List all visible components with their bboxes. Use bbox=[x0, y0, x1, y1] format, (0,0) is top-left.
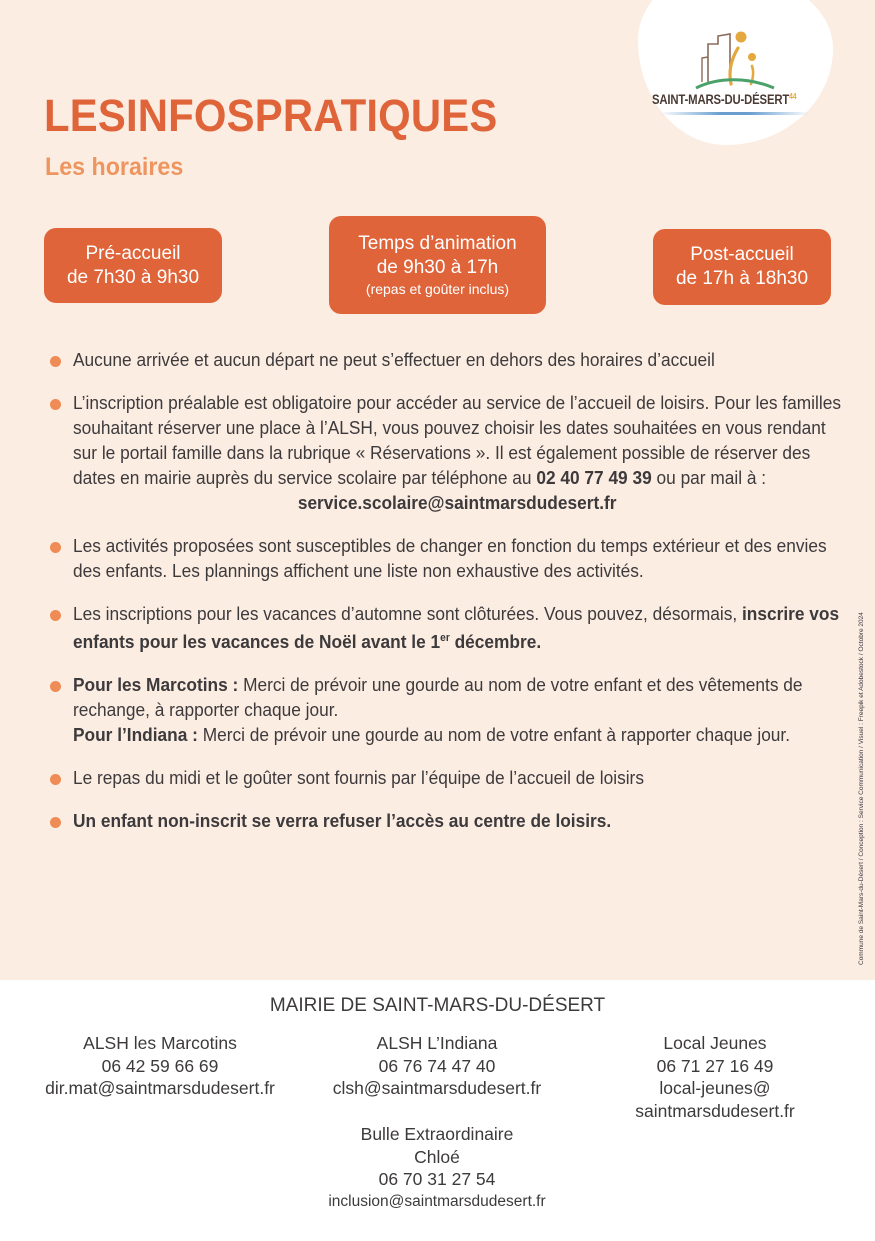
bullet-dot-icon bbox=[50, 681, 61, 692]
logo-wordmark: SAINT-MARS-DU-DÉSERT$^{44}$ bbox=[652, 92, 797, 107]
contact-email[interactable]: clsh@saintmarsdudesert.fr bbox=[332, 1078, 542, 1098]
contact-indiana bbox=[297, 1032, 577, 1100]
schedule-time: de 17h à 18h30 bbox=[675, 268, 809, 289]
contact-name: ALSH les Marcotins bbox=[83, 1033, 237, 1053]
contact-footer bbox=[0, 980, 875, 1241]
contact-marcotins bbox=[20, 1032, 300, 1100]
schedule-label: Temps d’animation bbox=[358, 233, 517, 254]
contact-name: Local Jeunes bbox=[663, 1033, 767, 1053]
info-item-meals: Le repas du midi et le goûter sont fournis par l’équipe de l’accueil de loisirs bbox=[48, 765, 838, 790]
schedule-label: Pré-accueil bbox=[85, 242, 181, 264]
info-item-activities: Les activités proposées sont susceptibles de changer en fonction du temps extérieur et des envies des enfants. Les plannings affichent une liste non exhaustive des activités. bbox=[48, 533, 838, 583]
schedule-box-animation bbox=[329, 216, 546, 314]
logo-wave-line bbox=[660, 112, 810, 115]
schedule-label: Post-accueil bbox=[690, 244, 794, 265]
contact-email[interactable]: local-jeunes@ saintmarsdudesert.fr bbox=[635, 1078, 795, 1121]
contact-phone[interactable]: 06 42 59 66 69 bbox=[101, 1055, 219, 1076]
logo-emblem-icon bbox=[688, 22, 778, 94]
municipality-logo bbox=[648, 22, 823, 122]
schedule-box-post-accueil bbox=[653, 229, 831, 305]
page-title: LESINFOSPRATIQUES bbox=[44, 90, 498, 141]
info-list bbox=[48, 347, 841, 851]
bullet-dot-icon bbox=[50, 817, 61, 828]
contact-person: Chloé bbox=[414, 1146, 460, 1167]
info-item-hours: Aucune arrivée et aucun départ ne peut s’effectuer en dehors des horaires d’accueil bbox=[48, 347, 838, 372]
schedule-note: (repas et goûter inclus) bbox=[365, 281, 510, 297]
contact-name: Bulle Extraordinaire bbox=[360, 1124, 514, 1144]
bullet-dot-icon bbox=[50, 542, 61, 553]
footer-title: MAIRIE DE SAINT-MARS-DU-DÉSERT bbox=[269, 995, 606, 1016]
info-item-holiday-registration: Les inscriptions pour les vacances d’automne sont clôturées. Vous pouvez, désormais, inscrire vos enfants pour les vacances de Noël avant le 1er décembre. bbox=[48, 601, 838, 654]
bullet-dot-icon bbox=[50, 774, 61, 785]
school-service-email[interactable]: service.scolaire@saintmarsdudesert.fr bbox=[297, 492, 617, 513]
credit-line: Commune de Saint-Mars-du-Désert / Conception : Service Communication / Visuel : Freepik et Adobestock / Octobre 2024 bbox=[858, 612, 865, 965]
contact-local-jeunes bbox=[575, 1032, 855, 1122]
school-service-phone[interactable]: 02 40 77 49 39 bbox=[536, 467, 652, 488]
contact-phone[interactable]: 06 71 27 16 49 bbox=[656, 1055, 774, 1076]
contact-phone[interactable]: 06 70 31 27 54 bbox=[378, 1169, 496, 1189]
bullet-dot-icon bbox=[50, 610, 61, 621]
info-item-unregistered-warning: Un enfant non-inscrit se verra refuser l’accès au centre de loisirs. bbox=[48, 808, 838, 833]
bullet-dot-icon bbox=[50, 399, 61, 410]
schedule-box-pre-accueil bbox=[44, 228, 222, 303]
info-item-registration: L’inscription préalable est obligatoire pour accéder au service de l’accueil de loisirs. Pour les familles souhaitant réserver une place à l’ALSH, vous pouvez choisir les dates souhaitées en vous rendant sur le portail famille dans la rubrique « Réservations ». Il est également possible de réserver des dates en mairie auprès du service scolaire par téléphone au 02 40 77 49 39 ou par mail à : service.scolaire@saintmarsdudesert.fr bbox=[48, 390, 838, 515]
contact-name: ALSH L’Indiana bbox=[376, 1033, 498, 1053]
section-subtitle: Les horaires bbox=[45, 153, 184, 181]
contact-phone[interactable]: 06 76 74 47 40 bbox=[378, 1055, 496, 1076]
contact-email[interactable]: inclusion@saintmarsdudesert.fr bbox=[328, 1192, 546, 1210]
contact-email[interactable]: dir.mat@saintmarsdudesert.fr bbox=[45, 1078, 275, 1098]
info-item-supplies: Pour les Marcotins : Merci de prévoir une gourde au nom de votre enfant et des vêtements de rechange, à rapporter chaque jour. Pour l’Indiana : Merci de prévoir une gourde au nom de votre enfant à rapporter chaque jour. bbox=[48, 672, 838, 747]
contact-bulle-extraordinaire bbox=[297, 1123, 577, 1213]
schedule-time: de 7h30 à 9h30 bbox=[66, 266, 200, 288]
bullet-dot-icon bbox=[50, 356, 61, 367]
schedule-time: de 9h30 à 17h bbox=[376, 257, 499, 278]
